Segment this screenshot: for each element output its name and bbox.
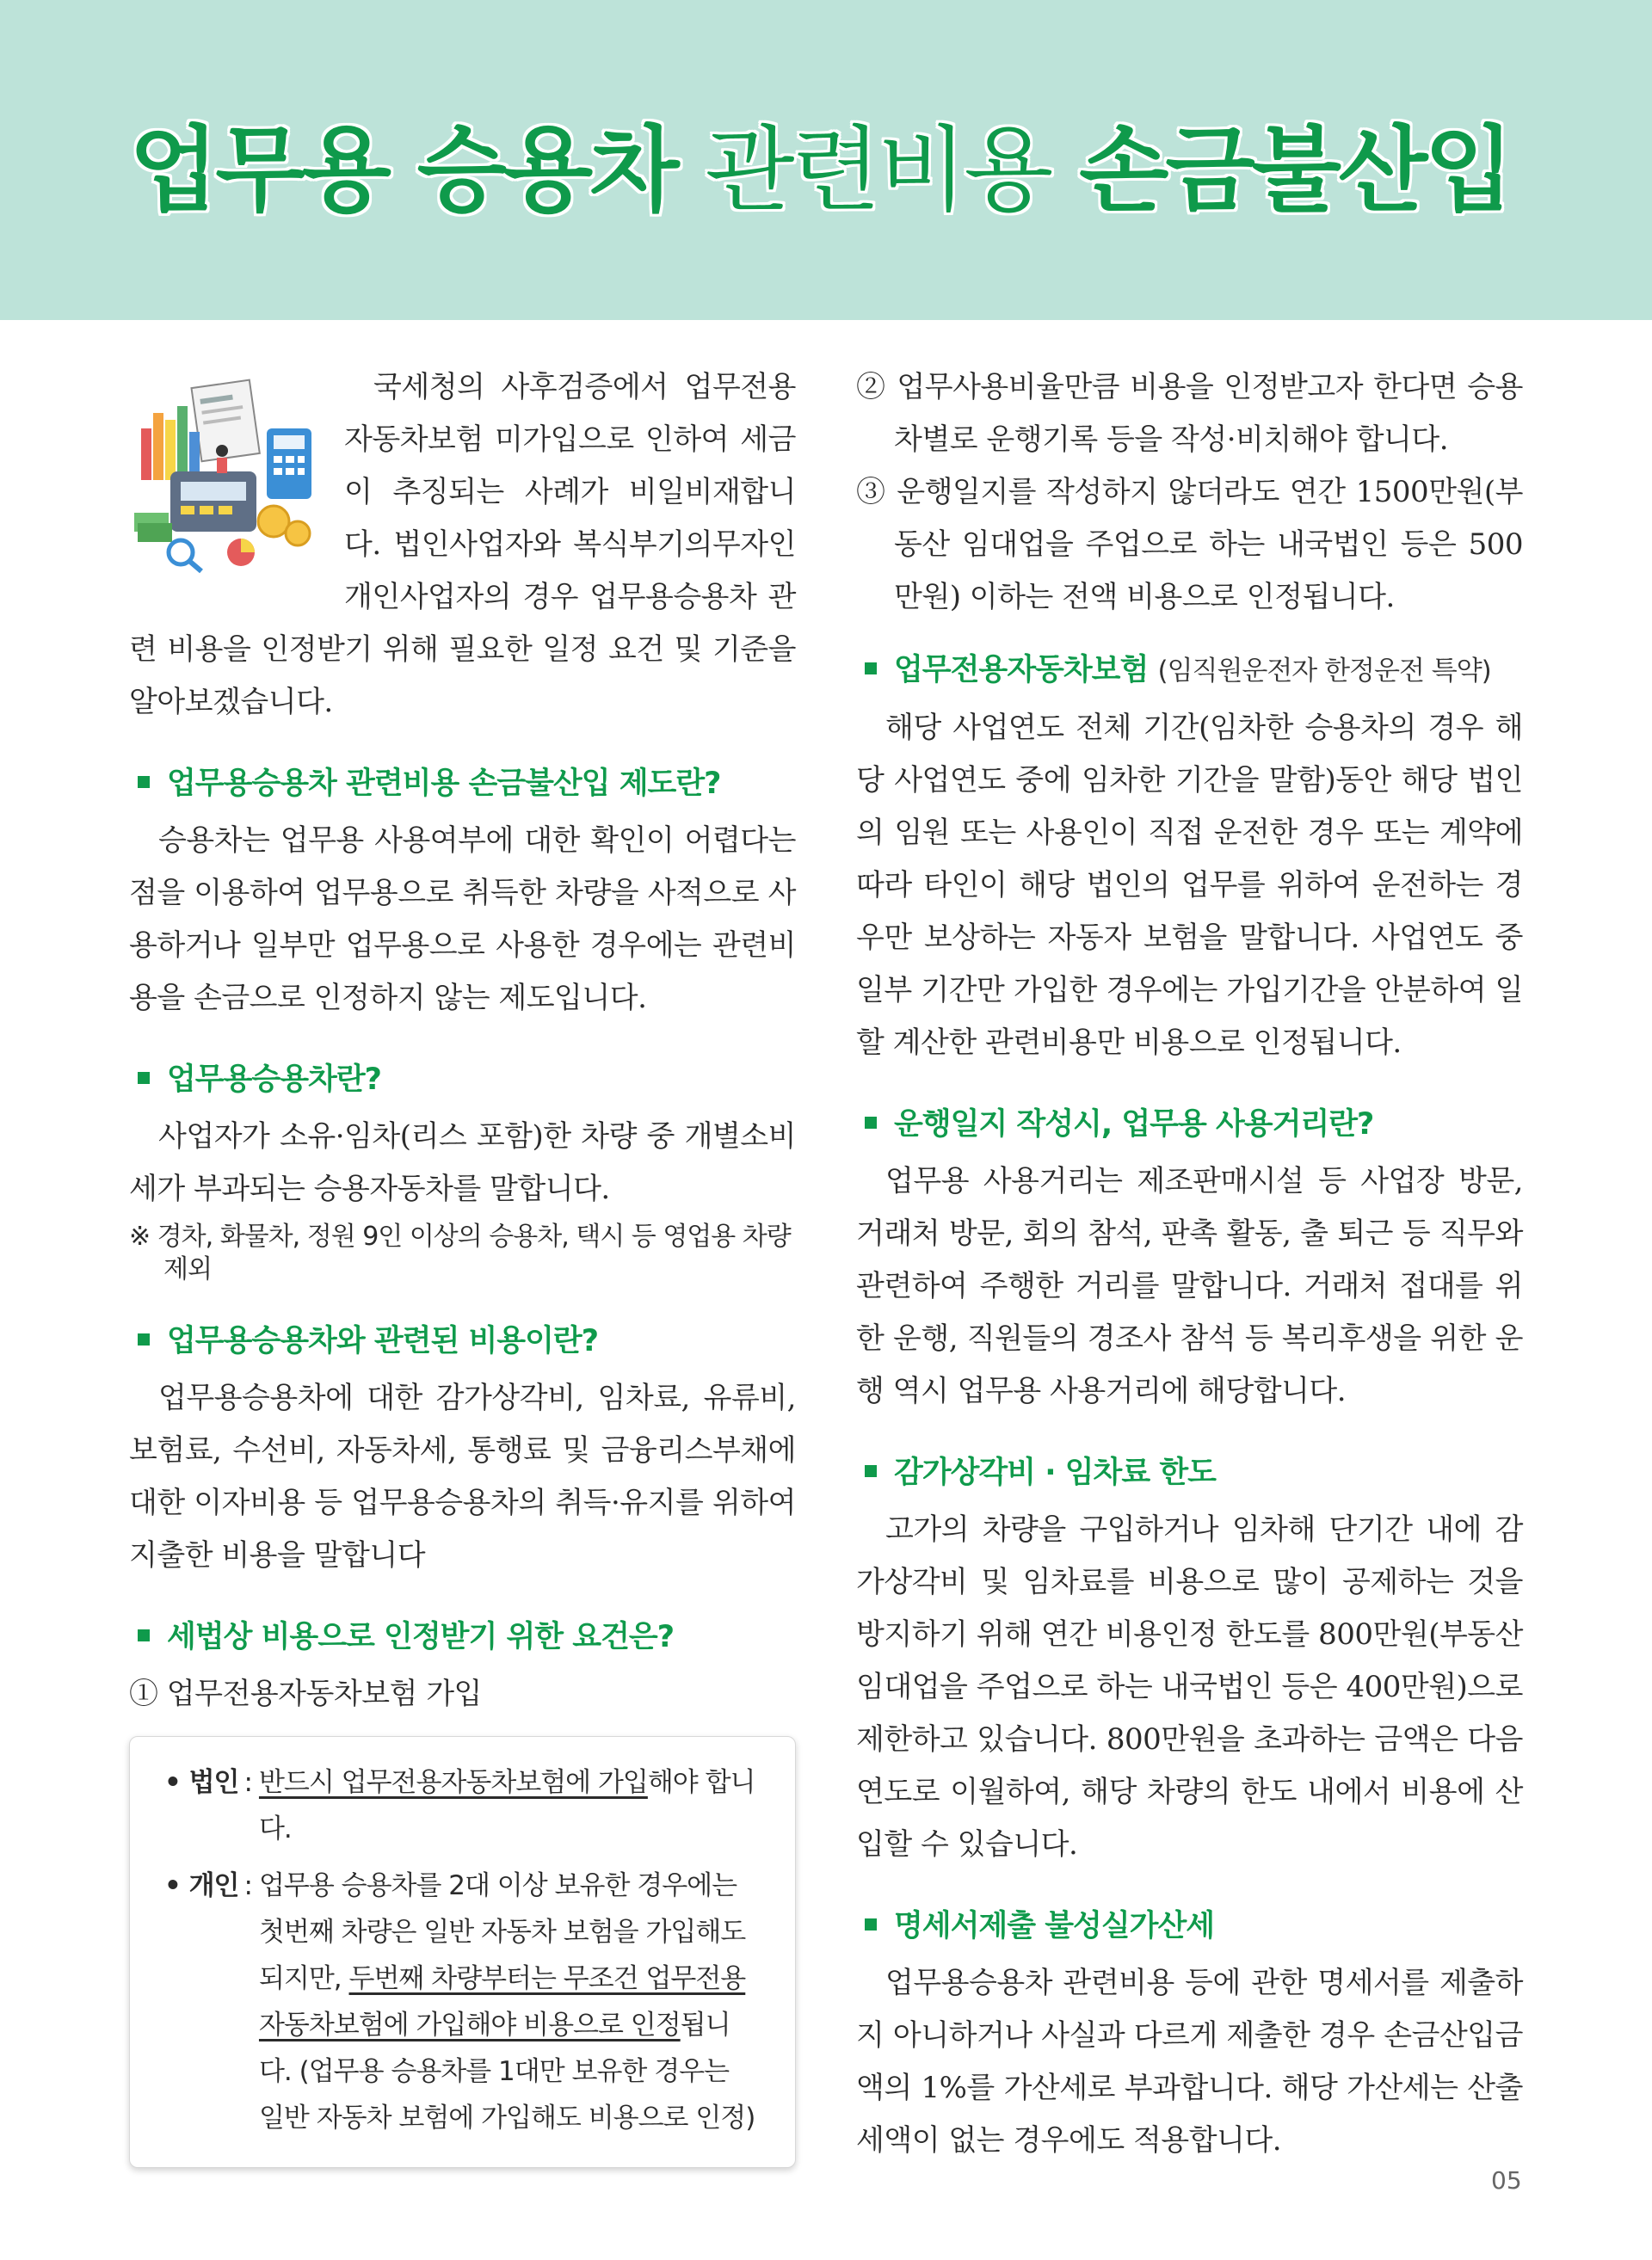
bullet-square-icon bbox=[865, 1918, 877, 1931]
title-part-3: 손금불산입 bbox=[1079, 117, 1511, 225]
box-text-corporation bbox=[259, 1759, 761, 1852]
right-column bbox=[856, 361, 1523, 2167]
section-heading-related-costs bbox=[129, 1321, 796, 1362]
section-heading-text: 명세서제출 불성실가산세 bbox=[894, 1909, 1215, 1943]
section-body-related-costs: 업무용승용차에 대한 감가상각비, 임차료, 유류비, 보험료, 수선비, 자동차세, 통행료 및 금융리스부채에 대한 이자비용 등 업무용승용차의 취득·유지를 위하여 지출한 비용을 말합니다 bbox=[129, 1381, 796, 1573]
box-text-part-b: 됩니다. (업무용 승용차를 1대만 보유한 경우는 일반 자동차 보험에 가입해도 비용으로 인정) bbox=[258, 2010, 755, 2134]
box-underlined-text: 두번째 차량부터는 무조건 업무전용자동차보험에 가입해야 비용으로 인정 bbox=[258, 1963, 746, 2041]
bullet-square-icon bbox=[865, 662, 877, 674]
section-heading-text: 업무용승용차와 관련된 비용이란? bbox=[167, 1324, 599, 1358]
title-part-1: 업무용 승용차 bbox=[129, 117, 676, 225]
section-heading-insurance bbox=[856, 650, 1523, 692]
section-heading-text: 운행일지 작성시, 업무용 사용거리란? bbox=[894, 1107, 1374, 1142]
bullet-square-icon bbox=[138, 776, 150, 788]
box-underlined-text: 반드시 업무전용자동차보험에 가입 bbox=[258, 1767, 648, 1798]
insurance-info-box bbox=[129, 1736, 796, 2168]
box-text-part-a: 업무용 승용차를 2대 이상 보유한 경우에는 첫번째 차량은 일반 자동차 보험을 가입해도 되지만, bbox=[258, 1870, 746, 1994]
box-text-individual bbox=[259, 1863, 761, 2141]
section-body-definition: 사업자가 소유·임차(리스 포함)한 차량 중 개별소비세가 부과되는 승용자동차를 말합니다. bbox=[129, 1119, 796, 1206]
section-heading-text: 업무전용자동차보험 bbox=[894, 653, 1149, 687]
requirement-item-2: ② 업무사용비율만큼 비용을 인정받고자 한다면 승용차별로 운행기록 등을 작성·비치해야 합니다. bbox=[856, 370, 1523, 457]
page-number: 05 bbox=[1491, 2166, 1522, 2195]
requirement-item-3: ③ 운행일지를 작성하지 않더라도 연간 1500만원(부동산 임대업을 주업으로 하는 내국법인 등은 500만원) 이하는 전액 비용으로 인정됩니다. bbox=[856, 475, 1523, 614]
section-note-exclusions: ※ 경차, 화물차, 정원 9인 이상의 승용차, 택시 등 영업용 차량 제외 bbox=[129, 1222, 791, 1284]
section-heading-penalty bbox=[856, 1906, 1523, 1947]
intro-section bbox=[129, 361, 796, 729]
bullet-square-icon bbox=[138, 1629, 150, 1641]
section-body-business-distance: 업무용 사용거리는 제조판매시설 등 사업장 방문, 거래처 방문, 회의 참석, 판촉 활동, 출 퇴근 등 직무와 관련하여 주행한 거리를 말합니다. 거래처 접대를 위한 운행, 직원들의 경조사 참석 등 복리후생을 위한 운행 역시 업무용 사용거리에 해당합니다. bbox=[856, 1164, 1523, 1408]
bullet-square-icon bbox=[865, 1117, 877, 1129]
box-label-text: • 개인 bbox=[164, 1870, 239, 1901]
requirement-item-1: ① 업무전용자동차보험 가입 bbox=[129, 1677, 482, 1711]
box-item-individual bbox=[164, 1863, 761, 2141]
section-heading-business-distance bbox=[856, 1104, 1523, 1145]
box-label-corporation: • 법인 : bbox=[164, 1767, 252, 1798]
box-label-text: • 법인 bbox=[164, 1767, 239, 1798]
section-heading-subtext: (임직원운전자 한정운전 특약) bbox=[1157, 656, 1491, 687]
section-heading-system bbox=[129, 763, 796, 804]
box-label-individual: • 개인 : bbox=[164, 1870, 252, 1901]
section-heading-text: 감가상각비 · 임차료 한도 bbox=[894, 1456, 1216, 1490]
section-body-insurance: 해당 사업연도 전체 기간(임차한 승용차의 경우 해당 사업연도 중에 임차한 기간을 말함)동안 해당 법인의 임원 또는 사용인이 직접 운전한 경우 또는 계약에 따라 타인이 해당 법인의 업무를 위하여 운전하는 경우만 보상하는 자동자 보험을 말합니다. 사업연도 중 일부 기간만 가입한 경우에는 가입기간을 안분하여 일할 계산한 관련비용만 비용으로 인정됩니다. bbox=[856, 711, 1523, 1060]
bullet-square-icon bbox=[138, 1072, 150, 1084]
section-heading-text: 업무용승용차 관련비용 손금불산입 제도란? bbox=[167, 767, 721, 801]
header-banner bbox=[0, 0, 1652, 320]
section-body-penalty: 업무용승용차 관련비용 등에 관한 명세서를 제출하지 아니하거나 사실과 다르게 제출한 경우 손금산입금액의 1%를 가산세로 부과합니다. 해당 가산세는 산출세액이 없는 경우에도 적용합니다. bbox=[856, 1966, 1523, 2158]
left-column bbox=[129, 361, 796, 2168]
bullet-square-icon bbox=[138, 1333, 150, 1346]
bullet-square-icon bbox=[865, 1465, 877, 1477]
title-part-2: 관련비용 bbox=[705, 117, 1051, 225]
intro-paragraph: 국세청의 사후검증에서 업무전용자동차보험 미가입으로 인하여 세금이 추징되는 사례가 비일비재합니다. 법인사업자와 복식부기의무자인 개인사업자의 경우 업무용승용차 관련 비용을 인정받기 위해 필요한 일정 요건 및 기준을 알아보겠습니다. bbox=[129, 370, 796, 719]
section-heading-text: 세법상 비용으로 인정받기 위한 요건은? bbox=[167, 1620, 675, 1654]
section-heading-definition bbox=[129, 1059, 796, 1100]
section-heading-depreciation-limit bbox=[856, 1452, 1523, 1493]
tax-finance-illustration-icon bbox=[129, 368, 327, 575]
box-item-corporation bbox=[164, 1759, 761, 1852]
section-body-depreciation-limit: 고가의 차량을 구입하거나 임차해 단기간 내에 감가상각비 및 임차료를 비용으로 많이 공제하는 것을 방지하기 위해 연간 비용인정 한도를 800만원(부동산임대업을 주업으로 하는 내국법인 등은 400만원)으로 제한하고 있습니다. 800만원을 초과하는 금액은 다음연도로 이월하여, 해당 차량의 한도 내에서 비용에 산입할 수 있습니다. bbox=[856, 1512, 1523, 1862]
page-title bbox=[129, 117, 1511, 225]
box-text-rest: 해야 합니다. bbox=[258, 1767, 755, 1844]
section-heading-text: 업무용승용차란? bbox=[167, 1062, 381, 1097]
section-heading-requirements bbox=[129, 1616, 796, 1658]
section-body-system: 승용차는 업무용 사용여부에 대한 확인이 어렵다는 점을 이용하여 업무용으로 취득한 차량을 사적으로 사용하거나 일부만 업무용으로 사용한 경우에는 관련비용을 손금으로 인정하지 않는 제도입니다. bbox=[129, 823, 796, 1015]
